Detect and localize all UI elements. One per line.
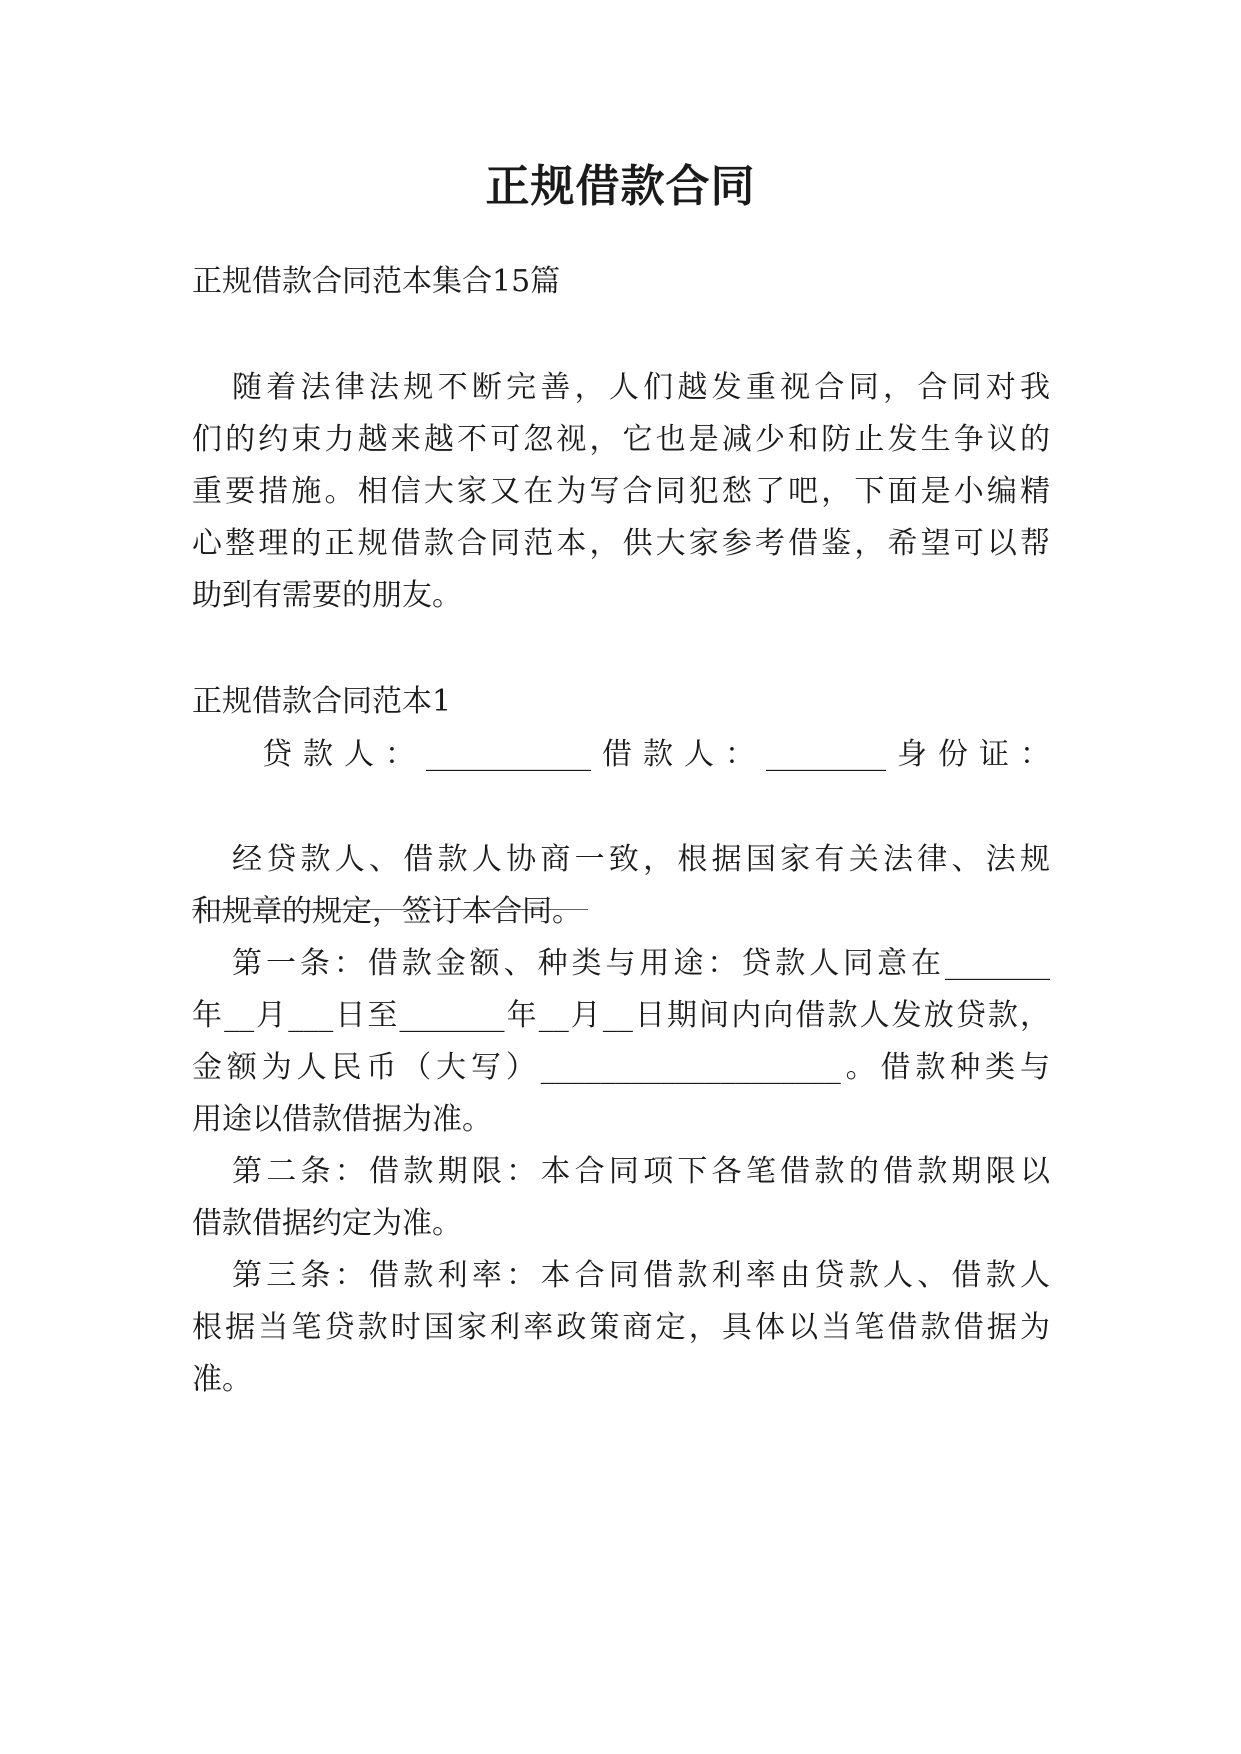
intro-line: 重要措施。相信大家又在为写合同犯愁了吧，下面是小编精 [192, 474, 1050, 509]
article-2-line: 第二条：借款期限：本合同项下各笔借款的借款期限以 [232, 1154, 1050, 1189]
intro-line: 助到有需要的朋友。 [192, 578, 462, 613]
article-3-line: 根据当笔贷款时国家利率政策商定，具体以当笔借款借据为 [192, 1310, 1050, 1345]
article-2-line: 借款借据约定为准。 [192, 1206, 462, 1241]
article-3-line: 准。 [192, 1362, 252, 1397]
article-3-line: 第三条：借款利率：本合同借款利率由贷款人、借款人 [232, 1258, 1050, 1293]
article-1-line: 用途以借款借据为准。 [192, 1102, 492, 1137]
document-subtitle: 正规借款合同范本集合15篇 [192, 264, 561, 299]
article-1-line: 金额为人民币（大写）____________________。借款种类与 [192, 1050, 1050, 1085]
article-1-line: 第一条：借款金额、种类与用途：贷款人同意在_______ [232, 946, 1050, 981]
parties-line: 贷款人：___________借款人：________身份证： [262, 737, 1050, 772]
article-1-line: 年__月___日至_______年__月__日期间内向借款人发放贷款， [192, 998, 1050, 1033]
section-heading: 正规借款合同范本1 [192, 684, 452, 719]
intro-line: 随着法律法规不断完善，人们越发重视合同，合同对我 [232, 370, 1050, 405]
intro-line: 们的约束力越来越不可忽视，它也是减少和防止发生争议的 [192, 422, 1050, 457]
intro-line: 心整理的正规借款合同范本，供大家参考借鉴，希望可以帮 [192, 526, 1050, 561]
agreement-line: 和规章的规定，签订本合同。 [192, 894, 582, 929]
document-title: 正规借款合同 [485, 161, 756, 212]
agreement-line: 经贷款人、借款人协商一致，根据国家有关法律、法规 [232, 842, 1050, 877]
